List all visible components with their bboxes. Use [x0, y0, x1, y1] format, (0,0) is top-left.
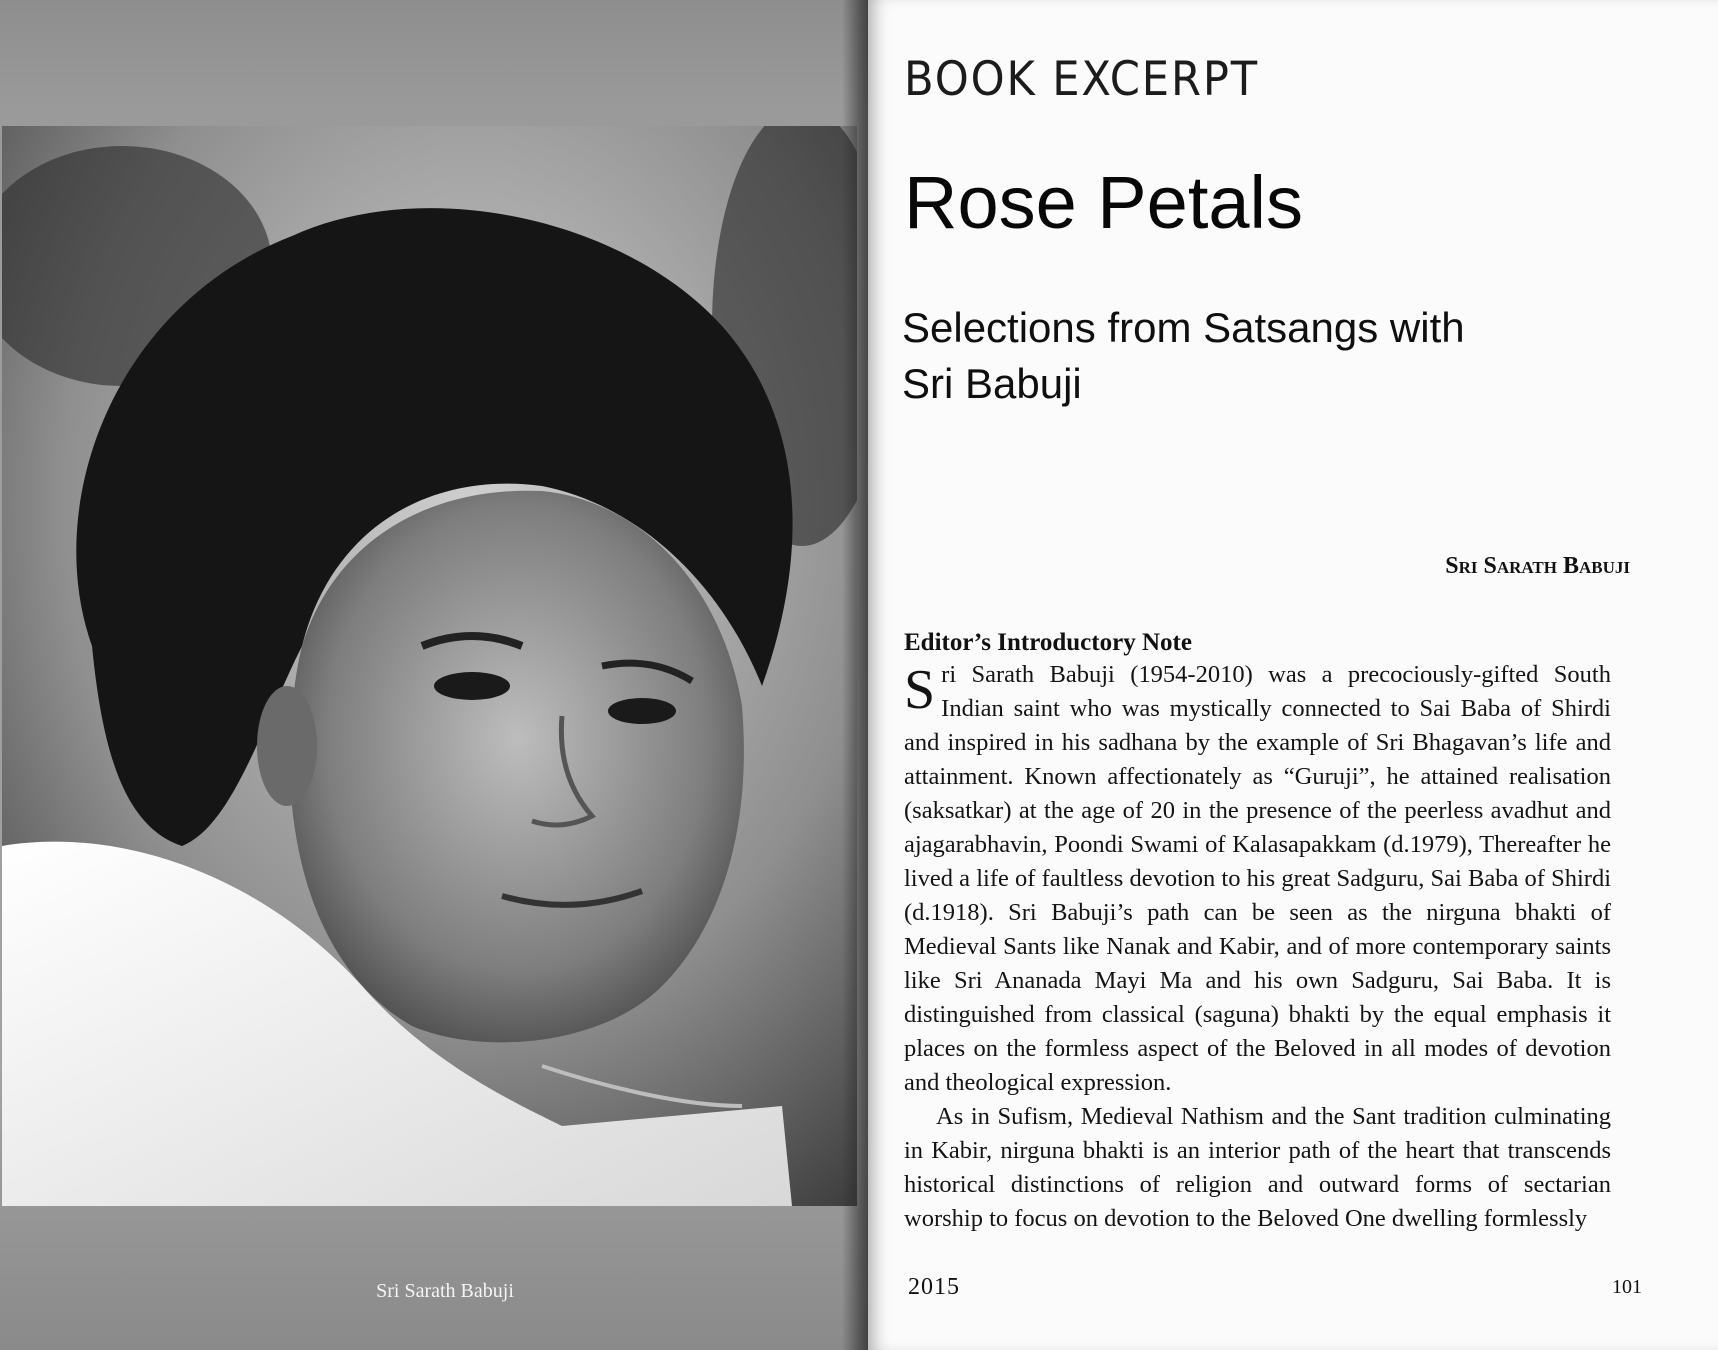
article-title: Rose Petals: [904, 161, 1303, 244]
section-label: BOOK EXCERPT: [904, 52, 1260, 107]
subtitle-line: Sri Babuji: [902, 360, 1082, 407]
portrait-photo: [2, 126, 857, 1206]
body-paragraph: [904, 658, 1611, 1100]
portrait-image: [2, 126, 857, 1206]
folio-year: 2015: [908, 1274, 960, 1300]
article-body: [904, 658, 1611, 1236]
subtitle-line: Selections from Satsangs with: [902, 304, 1465, 351]
photo-caption: Sri Sarath Babuji: [376, 1280, 514, 1302]
drop-cap: S: [904, 659, 936, 721]
note-heading: Editor’s Introductory Note: [904, 629, 1192, 656]
body-paragraph: As in Sufism, Medieval Nathism and the Sant tradition culminating in Kabir, nirguna bhakti is an interior path of the heart that transcends historical distinctions of religion and outward forms of sectarian worship to focus on devotion to the Beloved One dwelling formlessly: [904, 1103, 1611, 1232]
author-byline: Sri Sarath Babuji: [1445, 553, 1630, 579]
paragraph-text: ri Sarath Babuji (1954-2010) was a precociously-gifted South Indian saint who was mystically connected to Sai Baba of Shirdi and inspired in his sadhana by the example of Sri Bhagavan’s life and attainment. Known affectionately as “Guruji”, he attained realisation (saksatkar) at the age of 20 in the presence of the peerless avadhut and ajagarabhavin, Poondi Swami of Kalasapakkam (d.1979), Thereafter he lived a life of faultless devotion to his great Sadguru, Sai Baba of Shirdi (d.1918). Sri Babuji’s path can be seen as the nirguna bhakti of Medieval Sants like Nanak and Kabir, and of more contemporary saints like Sri Ananada Mayi Ma and his own Sadguru, Sai Baba. It is distinguished from classical (saguna) bhakti by the equal emphasis it places on the formless aspect of the Beloved in all modes of devotion and theological expression.: [904, 661, 1611, 1096]
article-subtitle: [902, 300, 1622, 412]
page-number: 101: [1612, 1276, 1642, 1298]
right-page: [868, 0, 1718, 1350]
